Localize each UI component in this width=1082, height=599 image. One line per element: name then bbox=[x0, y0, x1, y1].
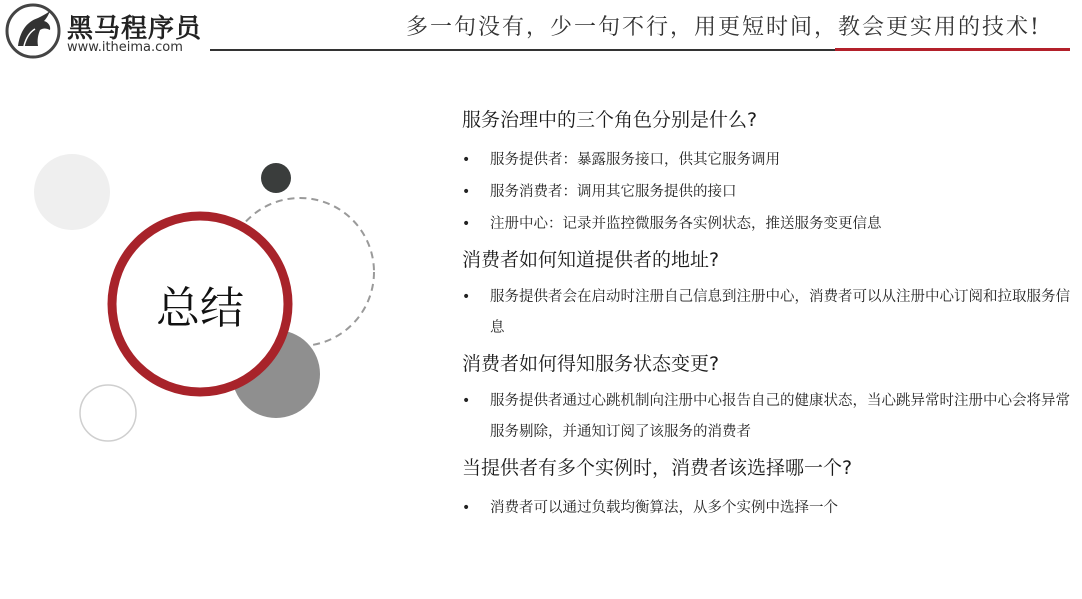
bullet-item: • 消费者可以通过负载均衡算法，从多个实例中选择一个 bbox=[462, 492, 1072, 524]
section-question: 当提供者有多个实例时，消费者该选择哪一个? bbox=[462, 457, 853, 479]
bullet-item: • 服务提供者通过心跳机制向注册中心报告自己的健康状态，当心跳异常时注册中心会将异常服务剔除，并通知订阅了该服务的消费者 bbox=[462, 386, 1072, 448]
dark-dot-circle bbox=[261, 163, 291, 193]
bullet-item: • 注册中心：记录并监控微服务各实例状态，推送服务变更信息 bbox=[462, 208, 1072, 240]
summary-title: 总结 bbox=[156, 283, 244, 334]
bullet-item: • 服务提供者会在启动时注册自己信息到注册中心，消费者可以从注册中心订阅和拉取服务信息 bbox=[462, 282, 1072, 344]
light-gray-circle bbox=[34, 154, 110, 230]
header-slogan: 多一句没有，少一句不行，用更短时间，教会更实用的技术! bbox=[406, 15, 1041, 40]
section-question: 消费者如何知道提供者的地址? bbox=[462, 249, 720, 271]
section-question: 消费者如何得知服务状态变更? bbox=[462, 353, 720, 375]
section-roles bbox=[462, 106, 1072, 240]
brand-name: 黑马程序员 bbox=[67, 14, 203, 44]
horse-logo-icon bbox=[4, 2, 64, 60]
section-question: 服务治理中的三个角色分别是什么? bbox=[462, 109, 758, 131]
bullet-list bbox=[462, 282, 1072, 344]
bullet-list bbox=[462, 386, 1072, 448]
bullet-list bbox=[462, 492, 1072, 524]
bullet-item: • 服务消费者：调用其它服务提供的接口 bbox=[462, 176, 1072, 208]
brand-url: www.itheima.com bbox=[67, 40, 183, 55]
outline-circle bbox=[80, 385, 136, 441]
section-load-balance bbox=[462, 454, 1072, 524]
section-discovery bbox=[462, 246, 1072, 344]
section-status-change bbox=[462, 350, 1072, 448]
bullet-item: • 服务提供者：暴露服务接口，供其它服务调用 bbox=[462, 144, 1072, 176]
bullet-list bbox=[462, 144, 1072, 240]
summary-content bbox=[462, 106, 1072, 524]
header-accent-bar bbox=[835, 48, 1070, 51]
